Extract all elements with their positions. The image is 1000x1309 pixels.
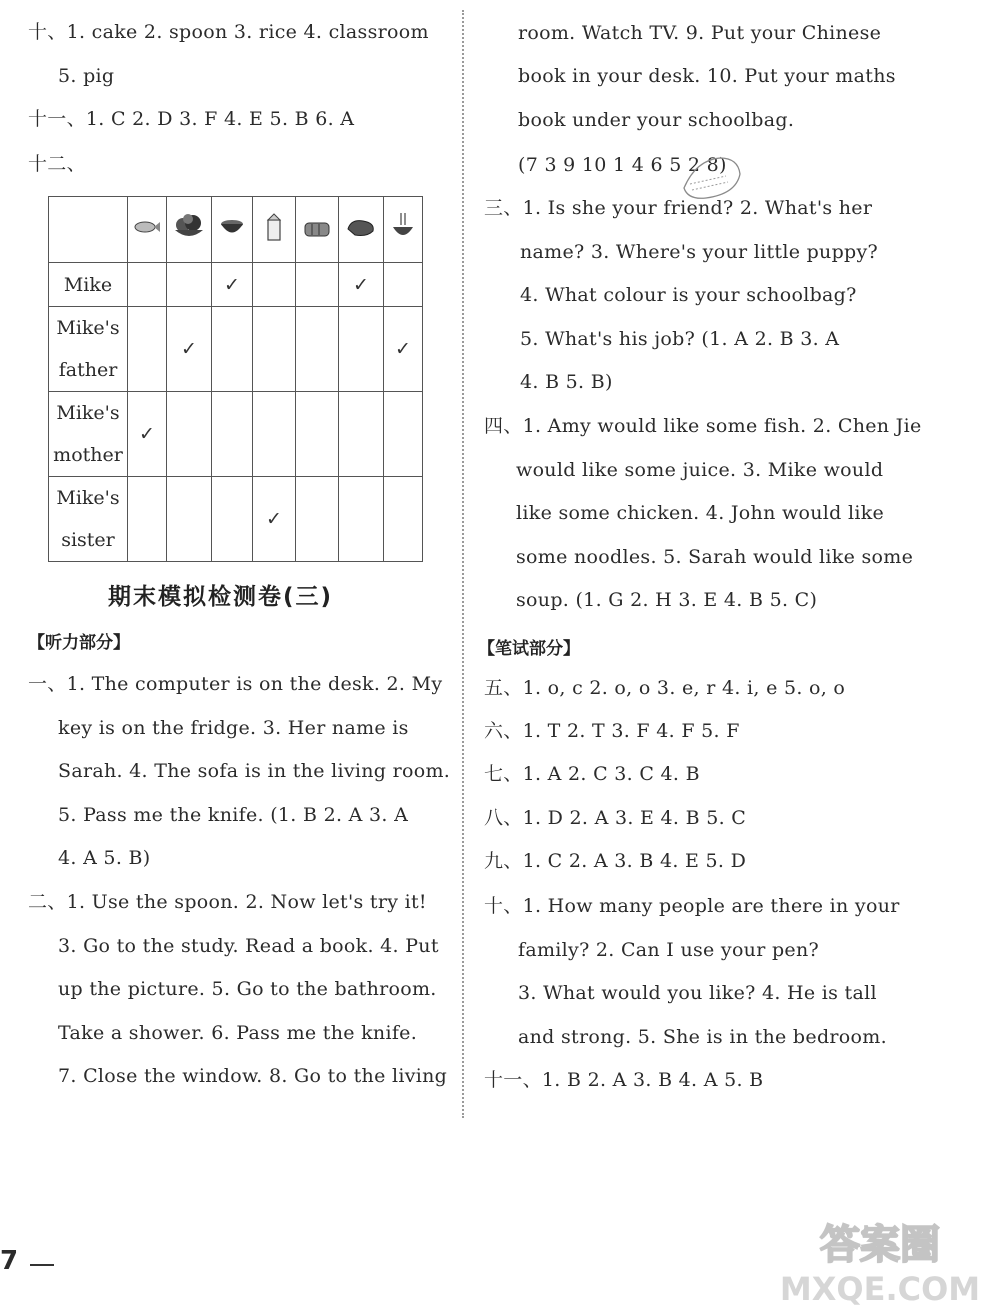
table-cell: [167, 477, 212, 562]
table-cell: [296, 307, 339, 392]
answer-line: name? 3. Where's your little puppy?: [520, 241, 879, 263]
answer-line: room. Watch TV. 9. Put your Chinese: [518, 22, 882, 44]
answer-line: 六、1. T 2. T 3. F 4. F 5. F: [484, 720, 740, 742]
answer-line: soup. (1. G 2. H 3. E 4. B 5. C): [516, 589, 818, 611]
table-cell: [128, 307, 167, 392]
answer-line: some noodles. 5. Sarah would like some: [516, 546, 914, 568]
table-cell: [167, 307, 212, 392]
check-mark: ✓: [266, 508, 282, 530]
row-name: Mike's mother: [49, 392, 128, 477]
answer-line: 四、1. Amy would like some fish. 2. Chen Jie: [484, 415, 922, 437]
table-header-cell: [253, 197, 296, 263]
handwritten-scribble: [676, 150, 746, 204]
svg-text:MXQE.COM: MXQE.COM: [780, 1270, 981, 1307]
page-number: 7: [0, 1246, 19, 1276]
fish-icon: [133, 216, 161, 238]
table-cell: [253, 263, 296, 307]
answer-line: up the picture. 5. Go to the bathroom.: [58, 978, 437, 1000]
table-cell: [167, 263, 212, 307]
table-row: [49, 263, 423, 307]
table-cell: [253, 477, 296, 562]
row-name: Mike's father: [49, 307, 128, 392]
answer-line: 4. What colour is your schoolbag?: [520, 284, 857, 306]
table-cell: [253, 307, 296, 392]
answer-line: 4. A 5. B): [58, 847, 151, 869]
answer-line: Take a shower. 6. Pass me the knife.: [58, 1022, 418, 1044]
answer-line: family? 2. Can I use your pen?: [518, 939, 819, 961]
noodles-icon: [390, 211, 416, 243]
answer-line: 十、1. How many people are there in your: [484, 895, 900, 917]
beef-icon: [345, 215, 377, 239]
page-number-rule: [30, 1264, 54, 1266]
answer-line: 4. B 5. B): [520, 371, 613, 393]
check-mark: ✓: [224, 273, 240, 296]
table-header-cell: [296, 197, 339, 263]
table-row: [49, 477, 423, 562]
table-cell: [339, 477, 384, 562]
table-row: [49, 307, 423, 392]
bread-icon: [302, 215, 332, 239]
soup-icon: [218, 215, 246, 239]
answer-line: Sarah. 4. The sofa is in the living room.: [58, 760, 451, 782]
table-header-cell: [128, 197, 167, 263]
table-cell: [384, 263, 423, 307]
answer-line: 二、1. Use the spoon. 2. Now let's try it!: [28, 891, 427, 913]
answer-line: (7 3 9 10 1 4 6 5 2 8): [518, 154, 727, 176]
table-header-cell: [212, 197, 253, 263]
vegetables-icon: [172, 212, 206, 242]
table-cell: [384, 307, 423, 392]
table-cell: [128, 477, 167, 562]
table-cell: [339, 392, 384, 477]
answer-line: like some chicken. 4. John would like: [516, 502, 885, 524]
table-cell: [339, 307, 384, 392]
answer-line: 3. What would you like? 4. He is tall: [518, 982, 877, 1004]
answer-line: book under your schoolbag.: [518, 109, 795, 131]
table-corner-cell: [49, 197, 128, 263]
table-header-cell: [384, 197, 423, 263]
answer-line: 5. What's his job? (1. A 2. B 3. A: [520, 328, 840, 350]
table-cell: [296, 477, 339, 562]
food-preference-table: [48, 196, 423, 562]
table-cell: [384, 477, 423, 562]
table-cell: [384, 392, 423, 477]
answer-line: 十二、: [28, 153, 86, 175]
listening-part-label: 【听力部分】: [28, 633, 130, 653]
answer-line: 九、1. C 2. A 3. B 4. E 5. D: [484, 850, 747, 872]
svg-text:答案圈: 答案圈: [820, 1222, 940, 1268]
answer-line: 7. Close the window. 8. Go to the living: [58, 1065, 448, 1087]
table-cell: [212, 392, 253, 477]
answer-line: book in your desk. 10. Put your maths: [518, 65, 896, 87]
table-cell: [128, 263, 167, 307]
table-cell: [212, 307, 253, 392]
answer-line: 五、1. o, c 2. o, o 3. e, r 4. i, e 5. o, o: [484, 677, 846, 699]
check-mark: ✓: [395, 338, 411, 360]
table-cell: [253, 392, 296, 477]
check-mark: ✓: [353, 273, 369, 296]
answer-line: 3. Go to the study. Read a book. 4. Put: [58, 935, 439, 957]
table-cell: [212, 263, 253, 307]
answer-line: 十、1. cake 2. spoon 3. rice 4. classroom: [28, 21, 429, 43]
writing-part-label: 【笔试部分】: [478, 639, 580, 659]
answer-line: 一、1. The computer is on the desk. 2. My: [28, 673, 443, 695]
table-header-cell: [339, 197, 384, 263]
answer-line: 八、1. D 2. A 3. E 4. B 5. C: [484, 807, 747, 829]
answer-line: 十一、1. C 2. D 3. F 4. E 5. B 6. A: [28, 108, 355, 130]
table-cell: [212, 477, 253, 562]
table-header-row: [49, 197, 423, 263]
table-cell: [296, 263, 339, 307]
table-cell: [128, 392, 167, 477]
table-cell: [339, 263, 384, 307]
section-title: 期末模拟检测卷(三): [108, 584, 334, 610]
table-header-cell: [167, 197, 212, 263]
row-name: Mike's sister: [49, 477, 128, 562]
answer-line: 三、1. Is she your friend? 2. What's her: [484, 197, 873, 219]
row-name: Mike: [49, 263, 128, 307]
watermark-logo: [780, 1212, 985, 1307]
table-cell: [296, 392, 339, 477]
answer-line: 七、1. A 2. C 3. C 4. B: [484, 763, 700, 785]
table-cell: [167, 392, 212, 477]
answer-line: 十一、1. B 2. A 3. B 4. A 5. B: [484, 1069, 764, 1091]
answer-line: 5. pig: [58, 65, 115, 87]
answer-line: 5. Pass me the knife. (1. B 2. A 3. A: [58, 804, 409, 826]
column-divider: [462, 10, 464, 1118]
check-mark: ✓: [139, 423, 155, 445]
answer-line: key is on the fridge. 3. Her name is: [58, 717, 409, 739]
milk-icon: [264, 212, 284, 242]
check-mark: ✓: [181, 338, 197, 360]
answer-line: and strong. 5. She is in the bedroom.: [518, 1026, 887, 1048]
table-row: [49, 392, 423, 477]
answer-line: would like some juice. 3. Mike would: [516, 459, 884, 481]
